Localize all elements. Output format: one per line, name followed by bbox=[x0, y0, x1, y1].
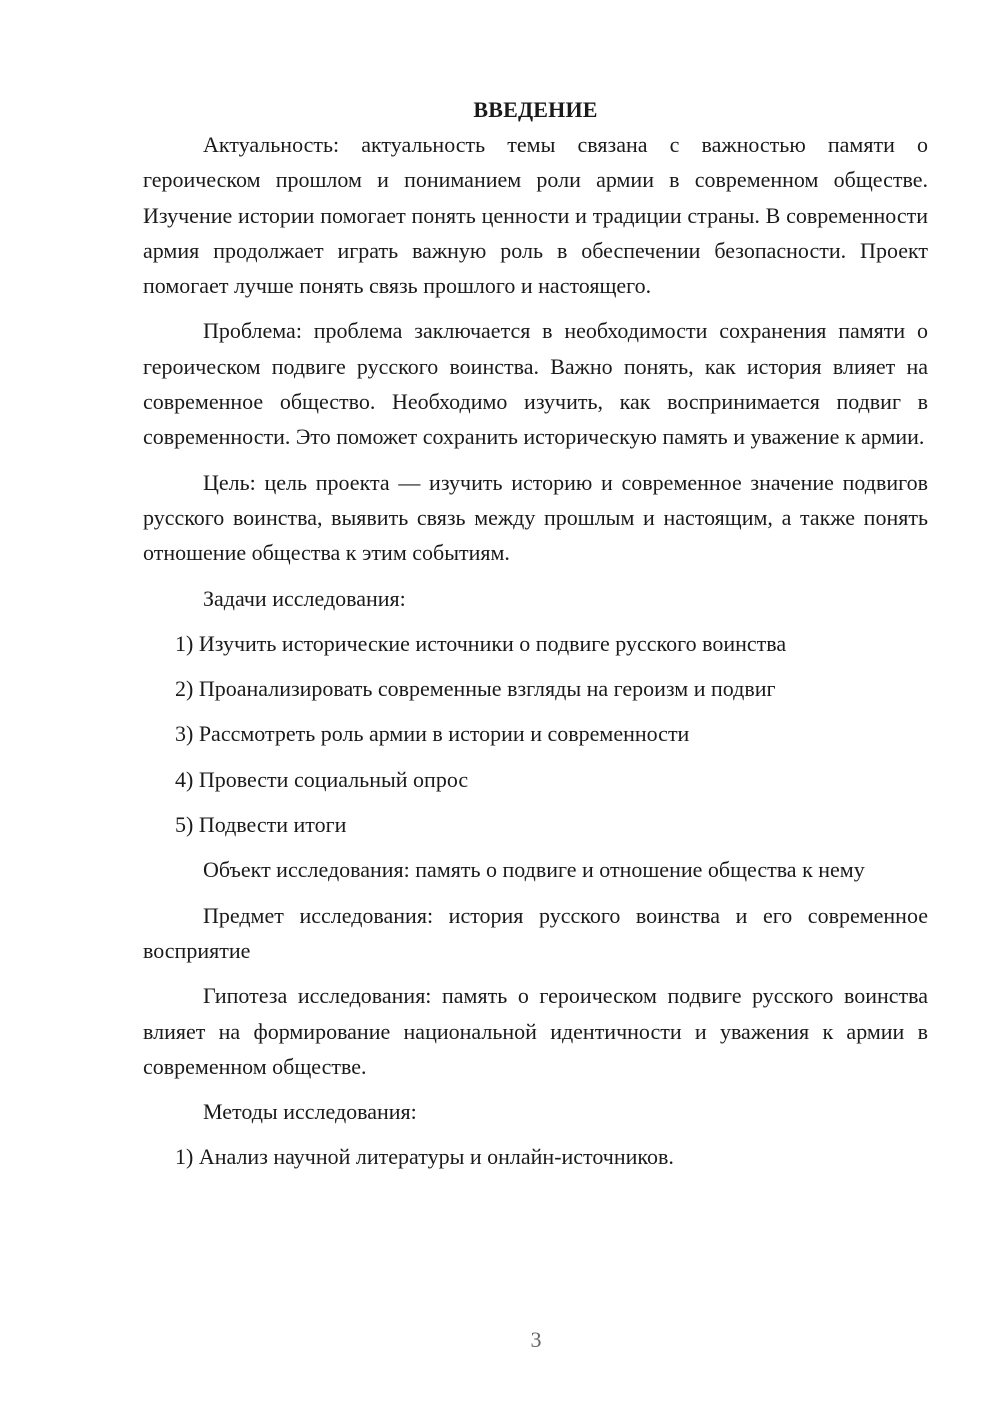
list-item: 4) Провести социальный опрос bbox=[175, 766, 469, 792]
paragraph-subject: Предмет исследования: история русского воинства и его современное восприятие bbox=[143, 902, 928, 963]
paragraph-goal: Цель: цель проекта — изучить историю и современное значение подвигов русского воинства, выявить связь между прошлым и настоящим, а также понять отношение общества к этим событиям. bbox=[143, 469, 928, 566]
page-number: 3 bbox=[530, 1327, 542, 1352]
paragraph-hypothesis: Гипотеза исследования: память о героическом подвиге русского воинства влияет на формирование национальной идентичности и уважения к армии в современном обществе. bbox=[143, 983, 928, 1079]
list-item: 1) Изучить исторические источники о подвиге русского воинства bbox=[175, 630, 787, 656]
list-item: 5) Подвести итоги bbox=[175, 812, 347, 838]
paragraph-problem: Проблема: проблема заключается в необходимости сохранения памяти о героическом подвиге русского воинства. Важно понять, как история влияет на современное общество. Необходимо изучить, как воспринимается подвиг в современности. Это поможет сохранить историческую память и уважение к армии. bbox=[143, 318, 928, 450]
tasks-heading: Задачи исследования: bbox=[203, 585, 406, 611]
paragraph-object: Объект исследования: память о подвиге и отношение общества к нему bbox=[203, 857, 865, 883]
paragraph-relevance: Актуальность: актуальность темы связана с важностью памяти о героическом прошлом и пониманием роли армии в современном обществе. Изучение истории помогает понять ценности и традиции страны. В современности армия продолжает играть важную роль в обеспечении безопасности. Проект помогает лучше понять связь прошлого и настоящего. bbox=[143, 132, 928, 299]
document-page bbox=[143, 92, 928, 1185]
tasks-list bbox=[143, 626, 928, 842]
methods-heading: Методы исследования: bbox=[203, 1099, 417, 1125]
methods-list bbox=[143, 1139, 928, 1174]
list-item: 3) Рассмотреть роль армии в истории и современности bbox=[175, 721, 690, 747]
list-item: 2) Проанализировать современные взгляды на героизм и подвиг bbox=[175, 676, 776, 702]
list-item: 1) Анализ научной литературы и онлайн-источников. bbox=[175, 1144, 674, 1170]
section-title: ВВЕДЕНИЕ bbox=[473, 97, 598, 122]
